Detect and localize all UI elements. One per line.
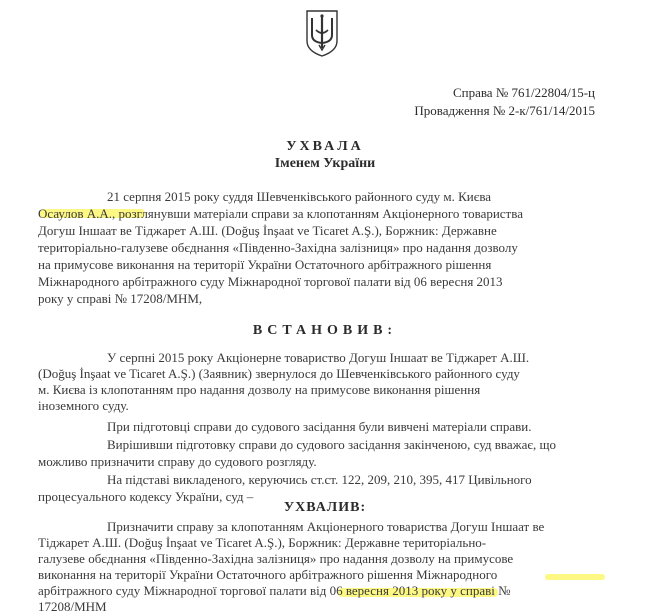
- coat-of-arms-trident-icon: [303, 8, 341, 58]
- established-line: можливо призначити справу до судового розгляду.: [38, 454, 317, 469]
- resolved-line: Тіджарет А.Ш. (Doğuş İnşaat ve Ticaret A.Ş.), Боржник: Державне територіально-: [38, 535, 487, 550]
- resolved-line: виконання на території України Остаточного арбітражного рішення Міжнародного: [38, 567, 498, 582]
- established-line: іноземного суду.: [38, 398, 129, 413]
- intro-line: на примусове виконання на території України Остаточного арбітражного рішення: [38, 257, 492, 272]
- established-line: Вирішивши підготовку справи до судового засідання закінченою, суд вважає, що: [107, 437, 556, 452]
- resolved-line: арбітражного суду Міжнародної торгової палати від 06 вересня 2013 року у справі №: [38, 583, 511, 598]
- intro-line: територіально-галузеве обєднання «Південно-Західна залізниця» про надання дозволу: [38, 240, 518, 255]
- intro-line: року у справі № 17208/МНМ,: [38, 291, 203, 306]
- established-line: процесуального кодексу України, суд –: [38, 489, 254, 504]
- established-line: (Doğuş İnşaat ve Ticaret A.Ş.) (Заявник) звернулося до Шевченківського районного суду: [38, 366, 520, 381]
- intro-line: Догуш Іншаат ве Тіджарет А.Ш. (Doğuş İnşaat ve Ticaret A.Ş.), Боржник: Державне: [38, 223, 497, 238]
- intro-line: Міжнародного арбітражного суду Міжнародної торгової палати від 06 вересня 2013: [38, 274, 503, 289]
- proceedings-number: Провадження № 2-к/761/14/2015: [414, 103, 595, 118]
- resolved-line: галузеве обєднання «Південно-Західна залізниця» про надання дозволу на примусове: [38, 551, 514, 566]
- established-line: На підставі викладеного, керуючись ст.ст. 122, 209, 210, 395, 417 Цивільного: [107, 472, 532, 487]
- established-heading: ВСТАНОВИВ:: [252, 323, 398, 338]
- document-subtitle: Іменем України: [274, 156, 376, 171]
- resolved-heading: УХВАЛИВ:: [283, 500, 367, 515]
- document-title: УХВАЛА: [286, 139, 364, 154]
- intro-line: Осаулов А.А., розглянувши матеріали справи за клопотанням Акціонерного товариства: [38, 206, 523, 221]
- intro-line: 21 серпня 2015 року суддя Шевченківського районного суду м. Києва: [107, 189, 492, 204]
- established-line: м. Києва із клопотанням про надання дозволу на примусове виконання рішення: [38, 382, 481, 397]
- established-line: При підготовці справи до судового засідання були вивчені матеріали справи.: [107, 419, 532, 434]
- resolved-line: 17208/МНМ: [38, 599, 107, 614]
- highlight-mark: [545, 574, 605, 580]
- established-line: У серпні 2015 року Акціонерне товариство Догуш Іншаат ве Тіджарет А.Ш.: [107, 350, 530, 365]
- resolved-line: Призначити справу за клопотанням Акціонерного товариства Догуш Іншаат ве: [107, 519, 545, 534]
- case-number: Справа № 761/22804/15-ц: [452, 85, 595, 100]
